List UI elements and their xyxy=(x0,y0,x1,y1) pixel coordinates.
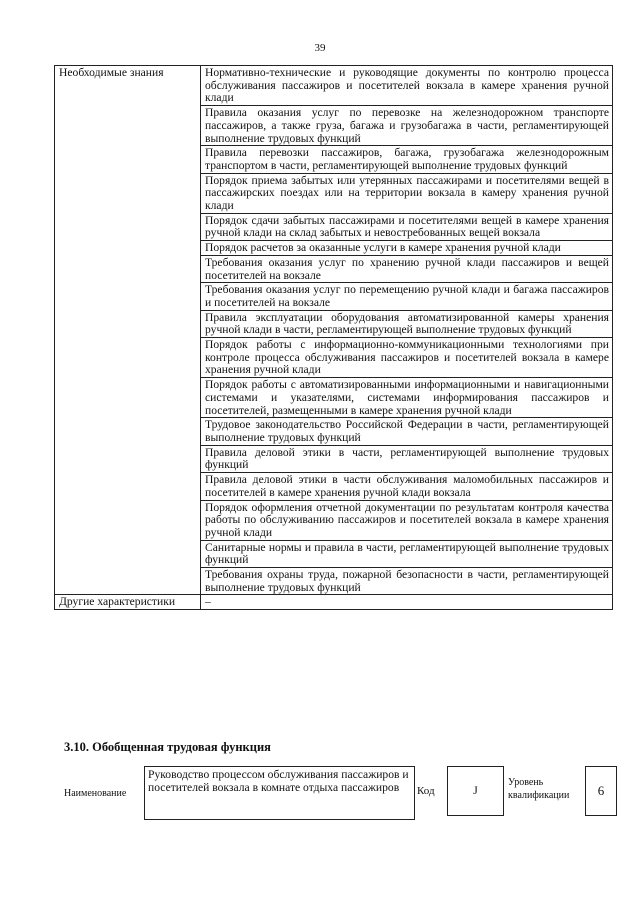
level-value: 6 xyxy=(585,766,617,816)
table-row xyxy=(55,595,613,610)
code-label: Код xyxy=(417,785,435,797)
other-label: Другие характеристики xyxy=(55,595,201,610)
name-label: Наименование xyxy=(64,788,127,799)
knowledge-item: Порядок оформления отчетной документации по результатам контроля качества работы по обслуживанию пассажиров и посетителей вокзала в камере хранения ручной клади xyxy=(201,500,613,540)
knowledge-item: Санитарные нормы и правила в части, регламентирующей выполнение трудовых функций xyxy=(201,540,613,567)
knowledge-item: Порядок работы с автоматизированными информационными и навигационными системами и указателями, системами информирования пассажиров и посетителей, размещенными в камере хранения ручной клади xyxy=(201,378,613,418)
knowledge-item: Порядок расчетов за оказанные услуги в камере хранения ручной клади xyxy=(201,241,613,256)
page-number: 39 xyxy=(314,42,326,54)
generalized-function-block xyxy=(64,766,624,826)
knowledge-item: Требования охраны труда, пожарной безопасности в части, регламентирующей выполнение трудовых функций xyxy=(201,568,613,595)
knowledge-item: Правила эксплуатации оборудования автоматизированной камеры хранения ручной клади в части, регламентирующей выполнение трудовых функций xyxy=(201,310,613,337)
knowledge-label: Необходимые знания xyxy=(55,66,201,595)
knowledge-item: Правила деловой этики в части обслуживания маломобильных пассажиров и посетителей в камере хранения ручной клади вокзала xyxy=(201,473,613,500)
knowledge-item: Правила перевозки пассажиров, багажа, грузобагажа железнодорожным транспортом в части, регламентирующей выполнение трудовых функций xyxy=(201,146,613,173)
knowledge-item: Правила деловой этики в части, регламентирующей выполнение трудовых функций xyxy=(201,445,613,472)
level-label: Уровень квалификации xyxy=(508,777,570,801)
name-value: Руководство процессом обслуживания пассажиров и посетителей вокзала в комнате отдыха пассажиров xyxy=(144,766,415,820)
section-title: 3.10. Обобщенная трудовая функция xyxy=(64,740,271,754)
knowledge-item: Порядок сдачи забытых пассажирами и посетителями вещей в камере хранения ручной клади на склад забытых и невостребованных вещей вокзала xyxy=(201,213,613,240)
knowledge-item: Требования оказания услуг по перемещению ручной клади и багажа пассажиров и посетителей на вокзале xyxy=(201,283,613,310)
other-value: – xyxy=(201,595,613,610)
knowledge-item: Требования оказания услуг по хранению ручной клади пассажиров и вещей посетителей на вокзале xyxy=(201,255,613,282)
knowledge-item: Правила оказания услуг по перевозке на железнодорожном транспорте пассажиров, а также груза, багажа и грузобагажа в части, регламентирующей выполнение трудовых функций xyxy=(201,106,613,146)
knowledge-item: Порядок приема забытых или утерянных пассажирами и посетителями вещей в пассажирских поездах или на территории вокзала в камеру хранения ручной клади xyxy=(201,173,613,213)
code-value: J xyxy=(447,766,504,816)
knowledge-item: Трудовое законодательство Российской Федерации в части, регламентирующей выполнение трудовых функций xyxy=(201,418,613,445)
knowledge-item: Нормативно-технические и руководящие документы по контролю процесса обслуживания пассажиров и посетителей вокзала в камере хранения ручной клади xyxy=(201,66,613,106)
knowledge-item: Порядок работы с информационно-коммуникационными технологиями при контроле процесса обслуживания пассажиров и посетителей вокзала в камере хранения ручной клади xyxy=(201,338,613,378)
knowledge-table xyxy=(54,65,613,610)
table-row xyxy=(55,66,613,106)
